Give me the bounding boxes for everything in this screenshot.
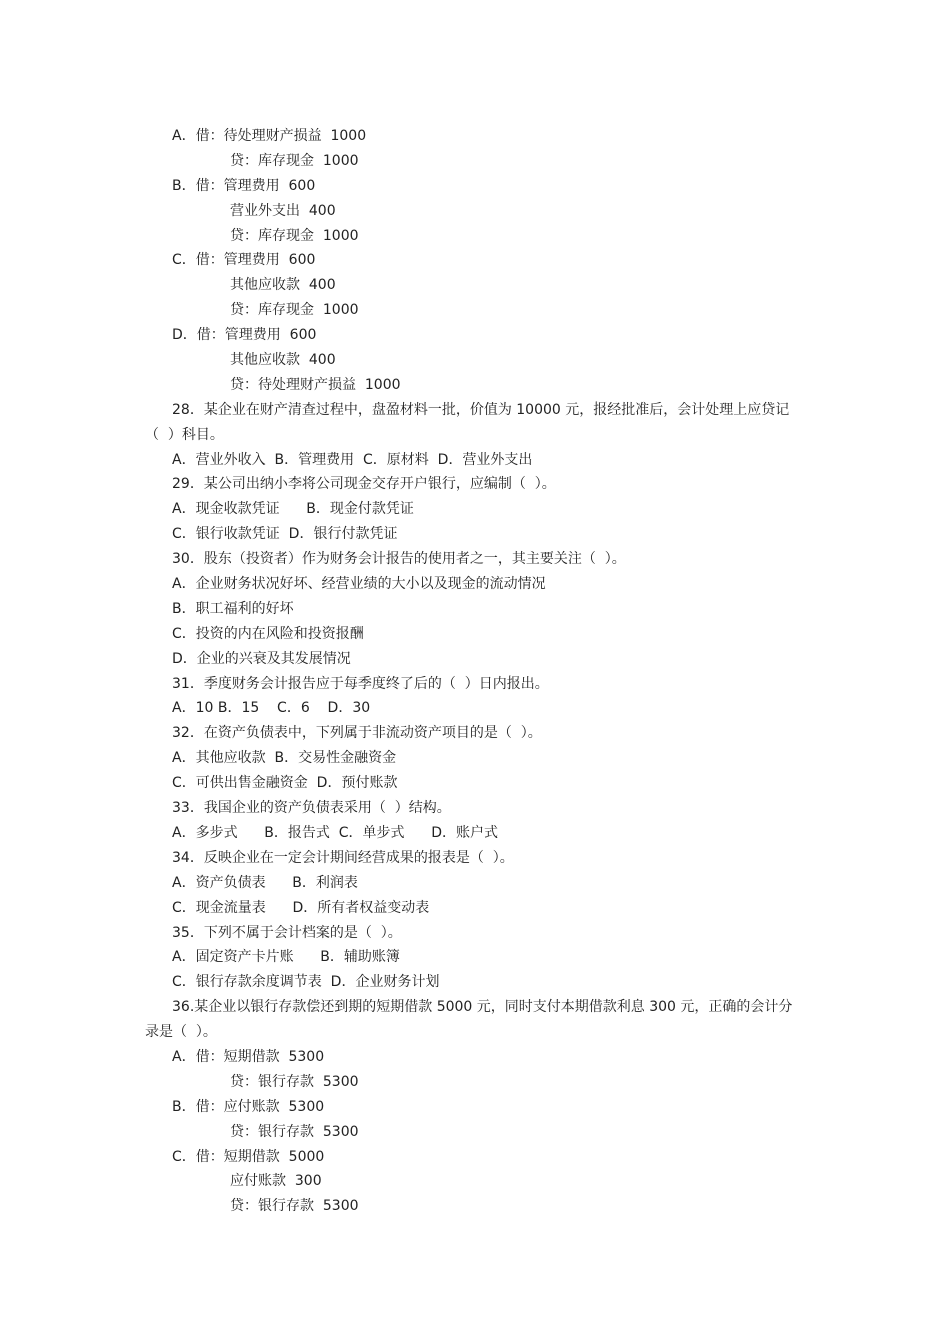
text-line: 贷：银行存款 5300	[230, 1198, 359, 1215]
text-line: 贷：库存现金 1000	[230, 152, 359, 169]
text-line: A．借：待处理财产损益 1000	[172, 128, 367, 144]
text-line: D．借：管理费用 600	[172, 327, 317, 344]
text-line: 其他应收款 400	[230, 352, 336, 369]
text-line: A．企业财务状况好坏、经营业绩的大小以及现金的流动情况	[172, 576, 546, 593]
text-line: 贷：银行存款 5300	[230, 1123, 359, 1140]
text-line: 30．股东（投资者）作为财务会计报告的使用者之一，其主要关注（ ）。	[172, 551, 626, 568]
text-line: B．职工福利的好坏	[172, 600, 294, 617]
text-line: C．借：短期借款 5000	[172, 1148, 325, 1165]
text-line: C．借：管理费用 600	[172, 252, 316, 269]
text-line: 贷：银行存款 5300	[230, 1073, 359, 1090]
text-line: 营业外支出 400	[230, 202, 336, 219]
text-line: A．10 B．15 C．6 D．30	[172, 700, 371, 717]
text-line: A．资产负债表 B．利润表	[172, 874, 358, 891]
text-line: 应付账款 300	[230, 1173, 322, 1190]
text-line: A．借：短期借款 5300	[172, 1048, 325, 1065]
text-line: 36.某企业以银行存款偿还到期的短期借款 5000 元，同时支付本期借款利息 300 元，正确的会计分	[172, 999, 793, 1016]
text-line: C．银行存款余度调节表 D．企业财务计划	[172, 974, 440, 991]
text-line: A．现金收款凭证 B．现金付款凭证	[172, 501, 414, 518]
text-line: 33．我国企业的资产负债表采用（ ）结构。	[172, 800, 451, 817]
text-line: 28．某企业在财产清查过程中，盘盈材料一批，价值为 10000 元，报经批准后，会计处理上应贷记	[172, 401, 790, 418]
text-line: 35．下列不属于会计档案的是（ ）。	[172, 924, 402, 941]
text-line: 32．在资产负债表中，下列属于非流动资产项目的是（ ）。	[172, 725, 542, 742]
text-line: 录是（ ）。	[145, 1024, 217, 1041]
document-body	[0, 124, 950, 1219]
text-line: （ ）科目。	[145, 426, 224, 443]
text-line: 34．反映企业在一定会计期间经营成果的报表是（ ）。	[172, 849, 514, 866]
text-line: 贷：库存现金 1000	[230, 302, 359, 319]
text-line: A．固定资产卡片账 B．辅助账簿	[172, 949, 400, 966]
text-line: 贷：库存现金 1000	[230, 227, 359, 244]
text-line: C．投资的内在风险和投资报酬	[172, 625, 364, 642]
text-line: B．借：应付账款 5300	[172, 1098, 325, 1115]
text-line: C．银行收款凭证 D．银行付款凭证	[172, 526, 398, 543]
text-line: 31．季度财务会计报告应于每季度终了后的（ ）日内报出。	[172, 675, 549, 692]
text-line: A．多步式 B．报告式 C．单步式 D．账户式	[172, 824, 499, 841]
text-line: 贷：待处理财产损益 1000	[230, 376, 401, 393]
text-line: C．现金流量表 D．所有者权益变动表	[172, 899, 430, 916]
text-line: A．其他应收款 B．交易性金融资金	[172, 750, 397, 767]
text-line: C．可供出售金融资金 D．预付账款	[172, 775, 398, 792]
text-line: A．营业外收入 B．管理费用 C．原材料 D．营业外支出	[172, 451, 533, 468]
text-line: B．借：管理费用 600	[172, 177, 316, 194]
text-line: D．企业的兴衰及其发展情况	[172, 650, 351, 667]
text-line: 29．某公司出纳小李将公司现金交存开户银行，应编制（ ）。	[172, 476, 556, 493]
text-line: 其他应收款 400	[230, 277, 336, 294]
